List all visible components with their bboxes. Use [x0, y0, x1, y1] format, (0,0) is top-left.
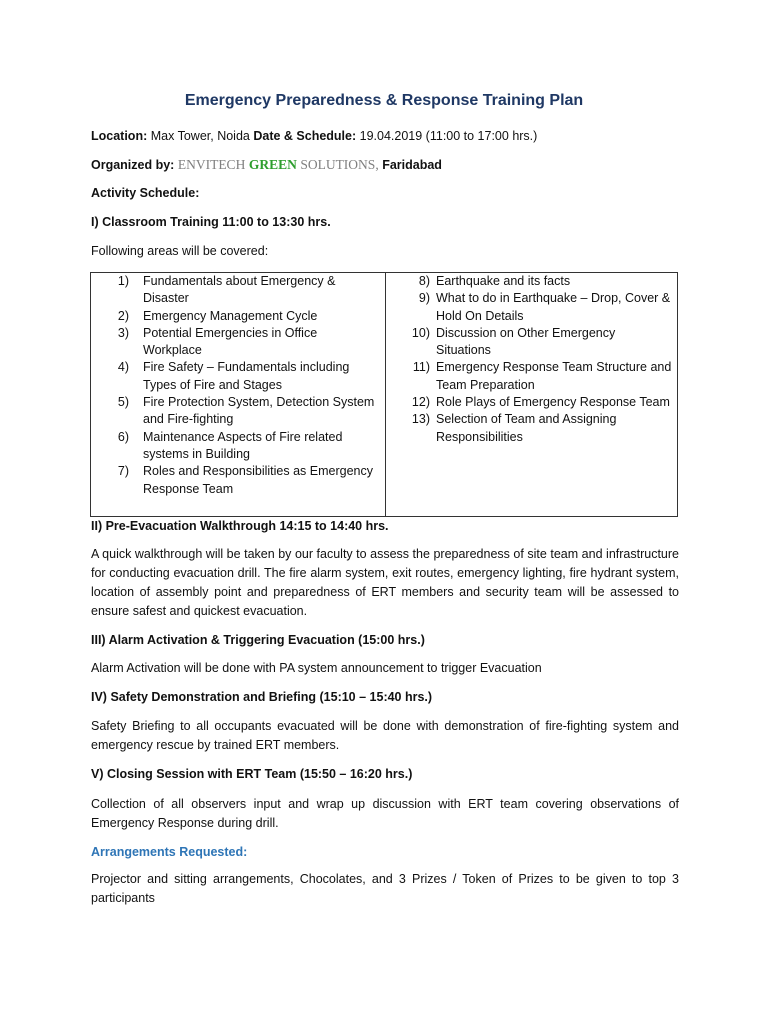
topic-item [91, 359, 385, 394]
topic-number: 6) [117, 429, 129, 444]
topic-number: 8) [418, 274, 430, 288]
topic-text: Earthquake and its facts [436, 274, 571, 288]
topics-right-column [386, 273, 678, 517]
topics-table [90, 272, 678, 517]
location-line [91, 129, 537, 143]
section5-heading: V) Closing Session with ERT Team (15:50 – 16:20 hrs.) [91, 767, 413, 781]
topic-item [386, 273, 677, 290]
topic-text: Roles and Responsibilities as Emergency Response Team [143, 464, 373, 496]
topic-item [91, 429, 385, 464]
location-label: Location: [91, 129, 148, 143]
organizer-line [91, 157, 442, 173]
topic-text: Role Plays of Emergency Response Team [436, 395, 670, 410]
topic-text: Selection of Team and Assigning Responsibilities [436, 412, 617, 444]
topic-text: Potential Emergencies in Office Workplace [143, 325, 318, 358]
organizer-label: Organized by: [91, 158, 175, 172]
arrangements-heading: Arrangements Requested: [91, 845, 248, 859]
arrangements-body: Projector and sitting arrangements, Chocolates, and 3 Prizes / Token of Prizes to be given to top 3 participants [91, 872, 679, 905]
topic-number: 11) [412, 360, 430, 375]
topics-left-column [91, 273, 386, 517]
topic-number: 4) [117, 360, 129, 375]
topic-text: Fundamentals about Emergency & Disaster [143, 274, 336, 306]
topic-text: What to do in Earthquake – Drop, Cover & Hold On Details [436, 291, 671, 323]
topic-number: 5) [117, 395, 129, 410]
topic-text: Fire Safety – Fundamentals including Types of Fire and Stages [143, 360, 350, 392]
section1-intro: Following areas will be covered: [91, 244, 269, 258]
topic-item [386, 325, 677, 360]
topic-number: 2) [117, 308, 129, 323]
topic-text: Discussion on Other Emergency Situations [436, 325, 616, 358]
section3-body: Alarm Activation will be done with PA system announcement to trigger Evacuation [91, 661, 542, 675]
topic-item [91, 273, 385, 308]
section1-heading: I) Classroom Training 11:00 to 13:30 hrs. [91, 215, 331, 229]
organizer-city: Faridabad [382, 158, 442, 172]
topic-number: 7) [117, 464, 129, 479]
organizer-name-part3: SOLUTIONS, [300, 157, 379, 172]
topic-number: 13) [411, 412, 430, 427]
section2-body: A quick walkthrough will be taken by our faculty to assess the preparedness of site team and infrastructure for conducting evacuation drill. The fire alarm system, exit routes, emergency lighting, fire hydrant system, location of assembly point and preparedness of ERT members and security team will be assessed to ensure safest and quickest evacuation. [91, 547, 679, 618]
topic-item [386, 394, 677, 411]
date-label: Date & Schedule: [253, 129, 357, 143]
section2-heading: II) Pre-Evacuation Walkthrough 14:15 to 14:40 hrs. [91, 519, 389, 533]
topic-item [386, 290, 677, 325]
date-value: 19.04.2019 (11:00 to 17:00 hrs.) [359, 129, 538, 143]
topics-right-list [386, 273, 677, 446]
topic-item [91, 325, 385, 360]
section4-heading: IV) Safety Demonstration and Briefing (15:10 – 15:40 hrs.) [91, 690, 433, 704]
organizer-name-part2: GREEN [248, 157, 297, 172]
topic-text: Emergency Response Team Structure and Team Preparation [436, 360, 672, 392]
topic-text: Maintenance Aspects of Fire related systems in Building [143, 429, 343, 461]
topic-item [386, 411, 677, 446]
topic-item [91, 394, 385, 429]
topic-text: Fire Protection System, Detection System and Fire-fighting [143, 395, 375, 427]
topic-number: 3) [117, 325, 129, 340]
topic-item [386, 359, 677, 394]
section3-heading: III) Alarm Activation & Triggering Evacuation (15:00 hrs.) [91, 633, 425, 647]
location-value: Max Tower, Noida [150, 129, 250, 143]
section5-body: Collection of all observers input and wrap up discussion with ERT team covering observations of Emergency Response during drill. [91, 797, 679, 830]
topics-left-list [91, 273, 385, 498]
topic-item [91, 308, 385, 325]
topic-number: 10) [411, 325, 430, 340]
organizer-name-part1: ENVITECH [177, 157, 246, 172]
activity-schedule-label: Activity Schedule: [91, 186, 200, 200]
topic-item [91, 463, 385, 498]
topic-number: 12) [411, 395, 430, 410]
topic-text: Emergency Management Cycle [143, 308, 318, 323]
document-title: Emergency Preparedness & Response Training Plan [184, 92, 584, 109]
topic-number: 9) [418, 291, 430, 306]
topic-number: 1) [117, 274, 129, 288]
section4-body: Safety Briefing to all occupants evacuated will be done with demonstration of fire-fighting system and emergency rescue by trained ERT members. [91, 719, 679, 752]
